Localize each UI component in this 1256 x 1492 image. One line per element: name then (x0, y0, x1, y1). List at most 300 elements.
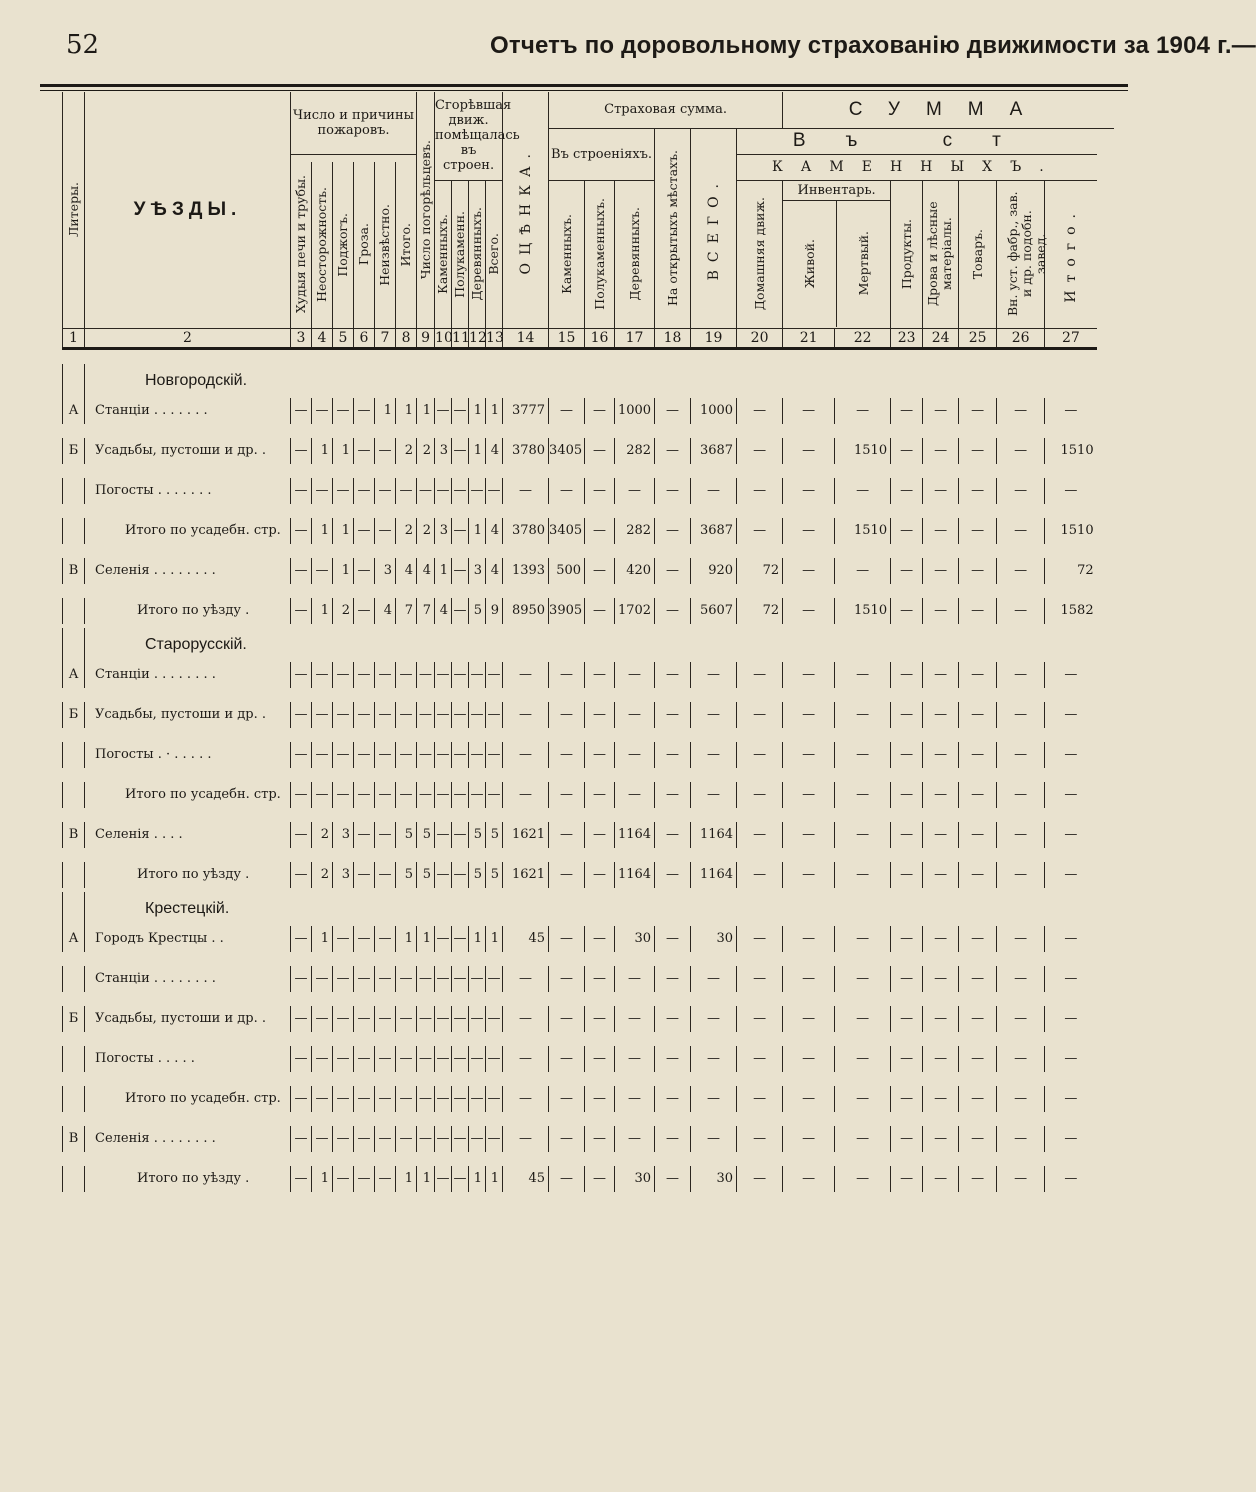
table-cell: — (655, 926, 691, 952)
table-cell: — (435, 1046, 452, 1072)
table-cell: — (959, 966, 997, 992)
table-cell: 8950 (503, 598, 549, 624)
col-victims: Число погорѣльцевъ. (417, 92, 435, 328)
table-cell: 4 (375, 598, 396, 624)
section-header-row (63, 364, 1115, 398)
column-number: 24 (923, 328, 959, 348)
table-cell: — (835, 742, 891, 768)
table-cell: — (835, 966, 891, 992)
table-cell: — (354, 438, 375, 464)
table-cell: — (783, 1046, 835, 1072)
table-cell: — (783, 742, 835, 768)
table-cell: — (997, 966, 1045, 992)
table-cell: — (291, 862, 312, 888)
table-cell: 4 (396, 558, 417, 584)
table-cell: — (417, 966, 435, 992)
table-cell: — (737, 1126, 783, 1152)
column-number: 1 (63, 328, 85, 348)
table-cell: — (691, 662, 737, 688)
table-cell: — (312, 1126, 333, 1152)
table-cell: — (549, 478, 585, 504)
table-cell: — (959, 478, 997, 504)
table-cell: — (503, 742, 549, 768)
table-cell: — (435, 398, 452, 424)
row-literal (63, 966, 85, 992)
table-cell: — (655, 598, 691, 624)
table-cell: — (923, 662, 959, 688)
table-cell: — (435, 742, 452, 768)
table-cell: — (291, 822, 312, 848)
table-cell: — (396, 478, 417, 504)
spacer-row (63, 1072, 1115, 1086)
col-fire-cause-5: Неизвѣстно. (377, 203, 393, 286)
col-estimate: ОЦѢНКА. (503, 92, 549, 328)
column-number: 19 (691, 328, 737, 348)
table-cell: — (291, 966, 312, 992)
table-cell: — (1045, 702, 1097, 728)
table-cell: — (1045, 662, 1097, 688)
row-literal: Б (63, 438, 85, 464)
table-cell: — (291, 926, 312, 952)
table-cell: — (375, 782, 396, 808)
table-cell: — (891, 1086, 923, 1112)
table-cell: 1510 (835, 438, 891, 464)
table-cell: — (312, 742, 333, 768)
table-cell: 45 (503, 926, 549, 952)
table-cell: — (291, 742, 312, 768)
row-literal (63, 862, 85, 888)
section-name: Новгородскій. (85, 364, 1097, 398)
table-cell: — (435, 1086, 452, 1112)
table-cell: — (891, 1126, 923, 1152)
table-cell: — (737, 1006, 783, 1032)
table-cell: — (923, 398, 959, 424)
table-cell: 7 (396, 598, 417, 624)
table-cell: 1000 (615, 398, 655, 424)
page-title: Отчетъ по доровольному страхованію движимости за 1904 г.— (490, 32, 1256, 59)
table-cell: — (549, 782, 585, 808)
column-number: 12 (469, 328, 486, 348)
table-cell: — (783, 518, 835, 544)
table-cell: — (469, 782, 486, 808)
table-cell: — (655, 862, 691, 888)
table-cell: — (691, 1126, 737, 1152)
row-name: Усадьбы, пустоши и др. . (85, 438, 291, 464)
table-row (63, 438, 1115, 464)
table-cell: 1164 (615, 822, 655, 848)
table-cell: 30 (691, 926, 737, 952)
column-number: 7 (375, 328, 396, 348)
table-cell: — (503, 966, 549, 992)
table-cell: — (1045, 822, 1097, 848)
table-cell: — (737, 662, 783, 688)
row-name: Станціи . . . . . . . . (85, 966, 291, 992)
table-cell: 5 (469, 598, 486, 624)
table-cell: — (375, 862, 396, 888)
table-cell: — (333, 478, 354, 504)
table-cell: — (375, 478, 396, 504)
table-cell: — (354, 862, 375, 888)
table-cell: — (375, 1086, 396, 1112)
table-cell: — (783, 1086, 835, 1112)
table-cell: — (333, 702, 354, 728)
table-cell: — (783, 558, 835, 584)
table-cell: — (333, 966, 354, 992)
table-cell: — (435, 1166, 452, 1192)
table-cell: — (486, 782, 503, 808)
column-number: 10 (435, 328, 452, 348)
table-cell: — (959, 558, 997, 584)
table-cell: — (417, 1046, 435, 1072)
column-number: 21 (783, 328, 835, 348)
table-cell: 1 (312, 518, 333, 544)
table-cell: — (354, 1126, 375, 1152)
table-cell: 2 (312, 862, 333, 888)
table-cell: — (783, 926, 835, 952)
section-header-row (63, 892, 1115, 926)
table-cell: — (891, 1166, 923, 1192)
table-cell: — (1045, 1046, 1097, 1072)
table-cell: — (691, 1046, 737, 1072)
row-literal: Б (63, 702, 85, 728)
table-cell: — (354, 702, 375, 728)
row-literal: Б (63, 1006, 85, 1032)
col-kamennykh: КАМЕННЫХЪ. (737, 154, 1097, 180)
table-cell: — (615, 702, 655, 728)
spacer-row (63, 504, 1115, 518)
table-cell: — (354, 742, 375, 768)
table-cell: — (655, 1166, 691, 1192)
spacer-row (63, 768, 1115, 782)
table-cell: — (923, 702, 959, 728)
row-literal (63, 1166, 85, 1192)
table-cell: — (959, 782, 997, 808)
table-cell: — (997, 478, 1045, 504)
table-cell: — (354, 966, 375, 992)
table-cell: — (997, 1166, 1045, 1192)
table-cell: — (354, 1086, 375, 1112)
table-cell: — (655, 558, 691, 584)
col-building-type-1: Каменныхъ. (549, 180, 585, 328)
table-cell: 1702 (615, 598, 655, 624)
table-cell: — (291, 662, 312, 688)
table-cell: 3 (333, 822, 354, 848)
table-row (63, 478, 1115, 504)
table-cell: 3 (375, 558, 396, 584)
table-cell: — (354, 398, 375, 424)
table-cell: — (615, 1126, 655, 1152)
row-name: Итого по уѣзду . (85, 862, 291, 888)
table-cell: — (923, 822, 959, 848)
table-cell: — (452, 1086, 469, 1112)
table-cell: — (783, 782, 835, 808)
table-cell: — (585, 966, 615, 992)
table-cell: — (891, 926, 923, 952)
col-burned-type-2: Полукаменн. (452, 180, 469, 328)
table-cell: — (469, 662, 486, 688)
table-cell: — (783, 478, 835, 504)
table-cell: — (691, 966, 737, 992)
table-cell: — (923, 598, 959, 624)
table-cell: — (354, 598, 375, 624)
table-cell: — (835, 478, 891, 504)
table-cell: 72 (737, 558, 783, 584)
table-cell: 1 (469, 1166, 486, 1192)
table-cell: — (737, 822, 783, 848)
table-cell: — (783, 966, 835, 992)
table-cell: — (997, 1086, 1045, 1112)
table-cell: 1 (396, 926, 417, 952)
table-cell: — (333, 1086, 354, 1112)
table-cell: — (959, 822, 997, 848)
table-cell: — (891, 1046, 923, 1072)
table-cell: — (997, 662, 1045, 688)
table-row (63, 702, 1115, 728)
table-cell: — (469, 1006, 486, 1032)
page-number: 52 (66, 30, 100, 60)
table-cell: — (291, 438, 312, 464)
table-cell: — (375, 702, 396, 728)
table-cell: — (585, 438, 615, 464)
table-cell: — (959, 702, 997, 728)
table-cell: — (997, 598, 1045, 624)
table-cell: 45 (503, 1166, 549, 1192)
column-number: 6 (354, 328, 375, 348)
table-cell: — (1045, 1006, 1097, 1032)
column-number: 25 (959, 328, 997, 348)
table-cell: — (615, 478, 655, 504)
table-cell: — (333, 1046, 354, 1072)
table-cell: 1 (417, 1166, 435, 1192)
table-cell: — (1045, 782, 1097, 808)
top-rule (40, 84, 1128, 87)
row-literal (63, 598, 85, 624)
row-name: Станціи . . . . . . . (85, 398, 291, 424)
table-cell: — (691, 1006, 737, 1032)
table-cell: — (691, 478, 737, 504)
table-cell: — (435, 1006, 452, 1032)
table-cell: — (891, 662, 923, 688)
spacer-row (63, 544, 1115, 558)
table-cell: — (585, 598, 615, 624)
table-cell: — (737, 702, 783, 728)
table-cell: 1582 (1045, 598, 1097, 624)
col-inventory-alive: Живой. (801, 238, 817, 289)
table-cell: — (997, 518, 1045, 544)
table-cell: — (486, 1126, 503, 1152)
table-cell: — (655, 438, 691, 464)
table-cell: — (549, 1006, 585, 1032)
table-cell: 1164 (691, 862, 737, 888)
table-cell: — (291, 782, 312, 808)
column-number: 23 (891, 328, 923, 348)
table-cell: — (891, 782, 923, 808)
table-cell: — (549, 1046, 585, 1072)
table-cell: 1 (469, 438, 486, 464)
table-cell: — (615, 966, 655, 992)
table-cell: — (655, 1006, 691, 1032)
table-cell: — (655, 478, 691, 504)
spacer-row (63, 1152, 1115, 1166)
spacer-row (63, 1112, 1115, 1126)
table-cell: — (783, 822, 835, 848)
column-number: 16 (585, 328, 615, 348)
row-name: Усадьбы, пустоши и др. . (85, 1006, 291, 1032)
table-cell: — (737, 742, 783, 768)
table-cell: 1 (312, 438, 333, 464)
table-cell: 72 (737, 598, 783, 624)
table-cell: — (396, 662, 417, 688)
table-cell: — (469, 1086, 486, 1112)
table-cell: — (375, 742, 396, 768)
table-cell: — (549, 966, 585, 992)
spacer-row (63, 464, 1115, 478)
table-cell: — (503, 478, 549, 504)
table-cell: — (375, 438, 396, 464)
table-cell: 3405 (549, 438, 585, 464)
table-cell: — (585, 558, 615, 584)
table-cell: — (435, 478, 452, 504)
table-cell: — (891, 478, 923, 504)
table-cell: — (923, 782, 959, 808)
table-cell: — (783, 438, 835, 464)
table-cell: 4 (486, 438, 503, 464)
column-number: 3 (291, 328, 312, 348)
table-cell: — (452, 966, 469, 992)
table-cell: — (1045, 926, 1097, 952)
row-literal (63, 518, 85, 544)
table-cell: — (291, 598, 312, 624)
table-cell: — (452, 862, 469, 888)
table-row (63, 822, 1115, 848)
table-cell: 2 (396, 518, 417, 544)
table-cell: 1 (486, 1166, 503, 1192)
top-rule-thin (40, 90, 1128, 91)
table-cell: — (549, 1086, 585, 1112)
table-cell: — (655, 1086, 691, 1112)
table-cell: — (923, 862, 959, 888)
table-cell: — (783, 398, 835, 424)
col-burned-group: Сгорѣвшая движ. помѣщалась въ строен. (435, 92, 503, 180)
table-cell: — (585, 518, 615, 544)
table-cell: 1 (486, 398, 503, 424)
table-cell: — (312, 558, 333, 584)
spacer-row (63, 688, 1115, 702)
table-cell: — (452, 702, 469, 728)
table-cell: 1 (417, 398, 435, 424)
table-cell: — (396, 702, 417, 728)
table-cell: — (452, 398, 469, 424)
table-cell: — (737, 518, 783, 544)
table-cell: — (783, 1126, 835, 1152)
table-cell: — (655, 518, 691, 544)
row-name: Погосты . . . . . (85, 1046, 291, 1072)
table-cell: — (737, 1046, 783, 1072)
table-cell: — (585, 926, 615, 952)
table-cell: — (959, 518, 997, 544)
table-cell: — (375, 1166, 396, 1192)
table-cell: — (333, 742, 354, 768)
table-cell: — (585, 742, 615, 768)
spacer-row (63, 1032, 1115, 1046)
table-cell: — (452, 438, 469, 464)
table-cell: — (835, 1006, 891, 1032)
table-cell: — (959, 398, 997, 424)
table-cell: — (959, 1086, 997, 1112)
table-cell: 1510 (1045, 518, 1097, 544)
table-cell: — (469, 702, 486, 728)
table-cell: — (452, 662, 469, 688)
table-cell: — (375, 822, 396, 848)
table-cell: — (354, 822, 375, 848)
table-cell: — (486, 966, 503, 992)
table-cell: — (615, 1086, 655, 1112)
table-cell: — (615, 742, 655, 768)
table-cell: — (549, 926, 585, 952)
table-cell: — (1045, 742, 1097, 768)
table-cell: — (503, 1006, 549, 1032)
table-cell: 5 (486, 862, 503, 888)
table-cell: — (585, 662, 615, 688)
table-cell: — (549, 702, 585, 728)
table-cell: — (959, 742, 997, 768)
table-cell: — (354, 782, 375, 808)
table-cell: — (891, 438, 923, 464)
table-cell: — (333, 926, 354, 952)
table-cell: — (452, 742, 469, 768)
table-cell: — (997, 742, 1045, 768)
table-cell: — (452, 518, 469, 544)
table-cell: — (585, 478, 615, 504)
table-cell: — (835, 862, 891, 888)
table-cell: — (312, 478, 333, 504)
table-cell: 3 (333, 862, 354, 888)
table-cell: 1393 (503, 558, 549, 584)
table-cell: — (486, 702, 503, 728)
table-cell: — (655, 966, 691, 992)
table-row (63, 1166, 1115, 1192)
table-row (63, 742, 1115, 768)
table-cell: — (417, 742, 435, 768)
row-literal: В (63, 558, 85, 584)
table-cell: — (333, 1126, 354, 1152)
row-name: Селенія . . . . (85, 822, 291, 848)
table-cell: — (333, 1006, 354, 1032)
table-cell: — (997, 1126, 1045, 1152)
col-products: Продукты. (891, 180, 923, 328)
table-cell: 3 (435, 518, 452, 544)
table-cell: — (737, 1166, 783, 1192)
table-cell: — (452, 598, 469, 624)
table-row (63, 926, 1115, 952)
table-cell: — (923, 1046, 959, 1072)
spacer-row (63, 952, 1115, 966)
table-cell: 9 (486, 598, 503, 624)
table-cell: — (312, 662, 333, 688)
col-fire-cause-4: Гроза. (356, 223, 372, 266)
table-cell: — (549, 662, 585, 688)
table-cell: — (375, 662, 396, 688)
table-cell: 3 (435, 438, 452, 464)
table-cell: 7 (417, 598, 435, 624)
table-cell: — (783, 862, 835, 888)
row-literal (63, 1086, 85, 1112)
column-number: 14 (503, 328, 549, 348)
table-cell: — (959, 862, 997, 888)
table-cell: — (585, 862, 615, 888)
table-cell: — (891, 598, 923, 624)
table-row (63, 598, 1115, 624)
